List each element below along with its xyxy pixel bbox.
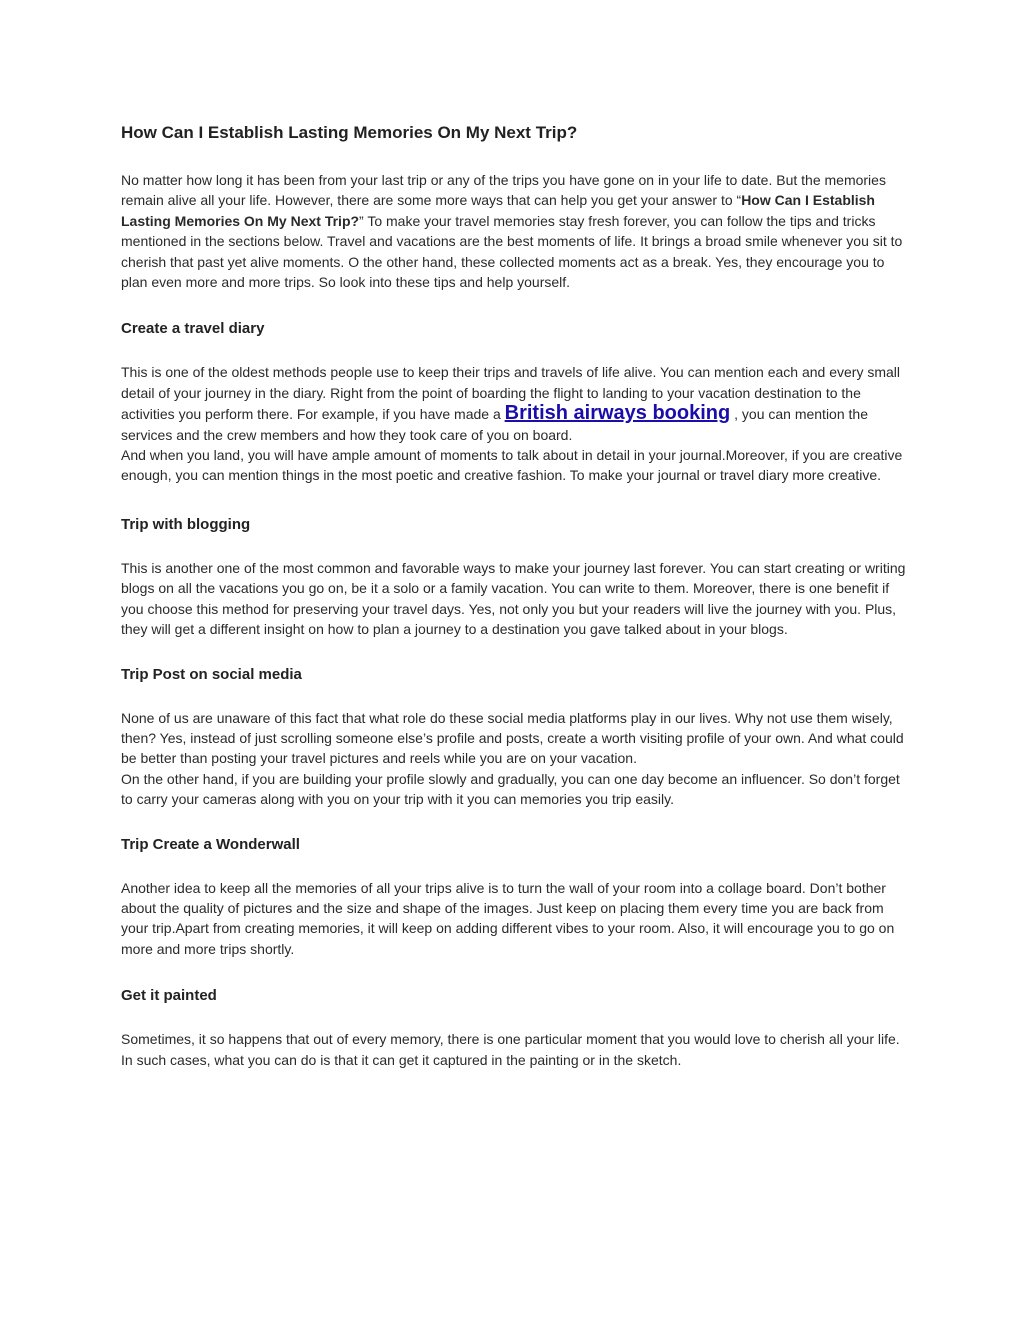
intro-paragraph (121, 170, 907, 292)
section-body-travel-diary (121, 362, 907, 445)
section-heading-blogging: Trip with blogging (121, 515, 251, 533)
british-airways-booking-link[interactable]: British airways booking (504, 402, 731, 425)
travel-diary-text: This is one of the oldest methods people use to keep their trips and travels of life alive. You can mention each and every small detail of your journey in the diary. Right from the point of boarding the flight to landing to your vacation destination to the activities you perform there. For example, if you have made a (121, 364, 901, 423)
section-body-travel-diary-continued: And when you land, you will have ample amount of moments to talk about in detail in your journal.Moreover, if you are creative enough, you can mention things in the most poetic and creative fashion. To make your journal or travel diary more creative. (121, 447, 903, 484)
section-heading-social-media: Trip Post on social media (121, 665, 302, 683)
section-heading-travel-diary: Create a travel diary (121, 320, 265, 338)
section-body-social-media: None of us are unaware of this fact that what role do these social media platforms play in our lives. Why not use them wisely, then? Yes, instead of just scrolling someone else’s profile and posts, create a worth visiting profile of your own. And what could be better than posting your travel pictures and reels while you are on your vacation. (121, 709, 904, 767)
document-page (121, 118, 907, 1070)
intro-text-start: No matter how long it has been from your last trip or any of the trips you have gone on in your life to date. But the memories remain alive all your life. However, there are some more ways that can help you get your answer to “ (121, 172, 886, 209)
intro-bold-question: How Can I Establish Lasting Memories On My Next Trip? (121, 192, 875, 229)
page-title: How Can I Establish Lasting Memories On My Next Trip? (121, 123, 578, 142)
section-body-wonderwall: Another idea to keep all the memories of all your trips alive is to turn the wall of your room into a collage board. Don’t bother about the quality of pictures and the size and shape of the images. Just keep on placing them every time you are back from your trip.Apart from creating memories, it will keep on adding different vibes to your room. Also, it will encourage you to go on more and more trips shortly. (121, 879, 895, 957)
section-body-blogging: This is another one of the most common and favorable ways to make your journey last forever. You can start creating or writing blogs on all the vacations you go on, be it a solo or a family vacation. You can write to them. Moreover, there is one benefit if you choose this method for preserving your travel days. Yes, not only you but your readers will live the journey with you. Plus, they will get a different insight on how to plan a journey to a destination you gave talked about in your blogs. (121, 559, 906, 638)
section-body-painted: Sometimes, it so happens that out of every memory, there is one particular moment that you would love to cherish all your life. In such cases, what you can do is that it can get it captured in the painting or in the sketch. (121, 1031, 900, 1068)
section-body-social-media-continued: On the other hand, if you are building your profile slowly and gradually, you can one day become an influencer. So don’t forget to carry your cameras along with you on your trip with it you can memories you trip easily. (121, 770, 900, 808)
section-heading-painted: Get it painted (121, 987, 217, 1005)
intro-text-end: ” To make your travel memories stay fresh forever, you can follow the tips and tricks mentioned in the sections below. Travel and vacations are the best moments of life. It brings a broad smile whenever you sit to cherish that past yet alive moments. O the other hand, these collected moments act as a break. Yes, they encourage you to plan even more and more trips. So look into these tips and help yourself. (121, 212, 903, 291)
section-heading-wonderwall: Trip Create a Wonderwall (121, 835, 300, 853)
travel-diary-text-after-link: , you can mention the services and the crew members and how they took care of you on board. (121, 406, 868, 443)
